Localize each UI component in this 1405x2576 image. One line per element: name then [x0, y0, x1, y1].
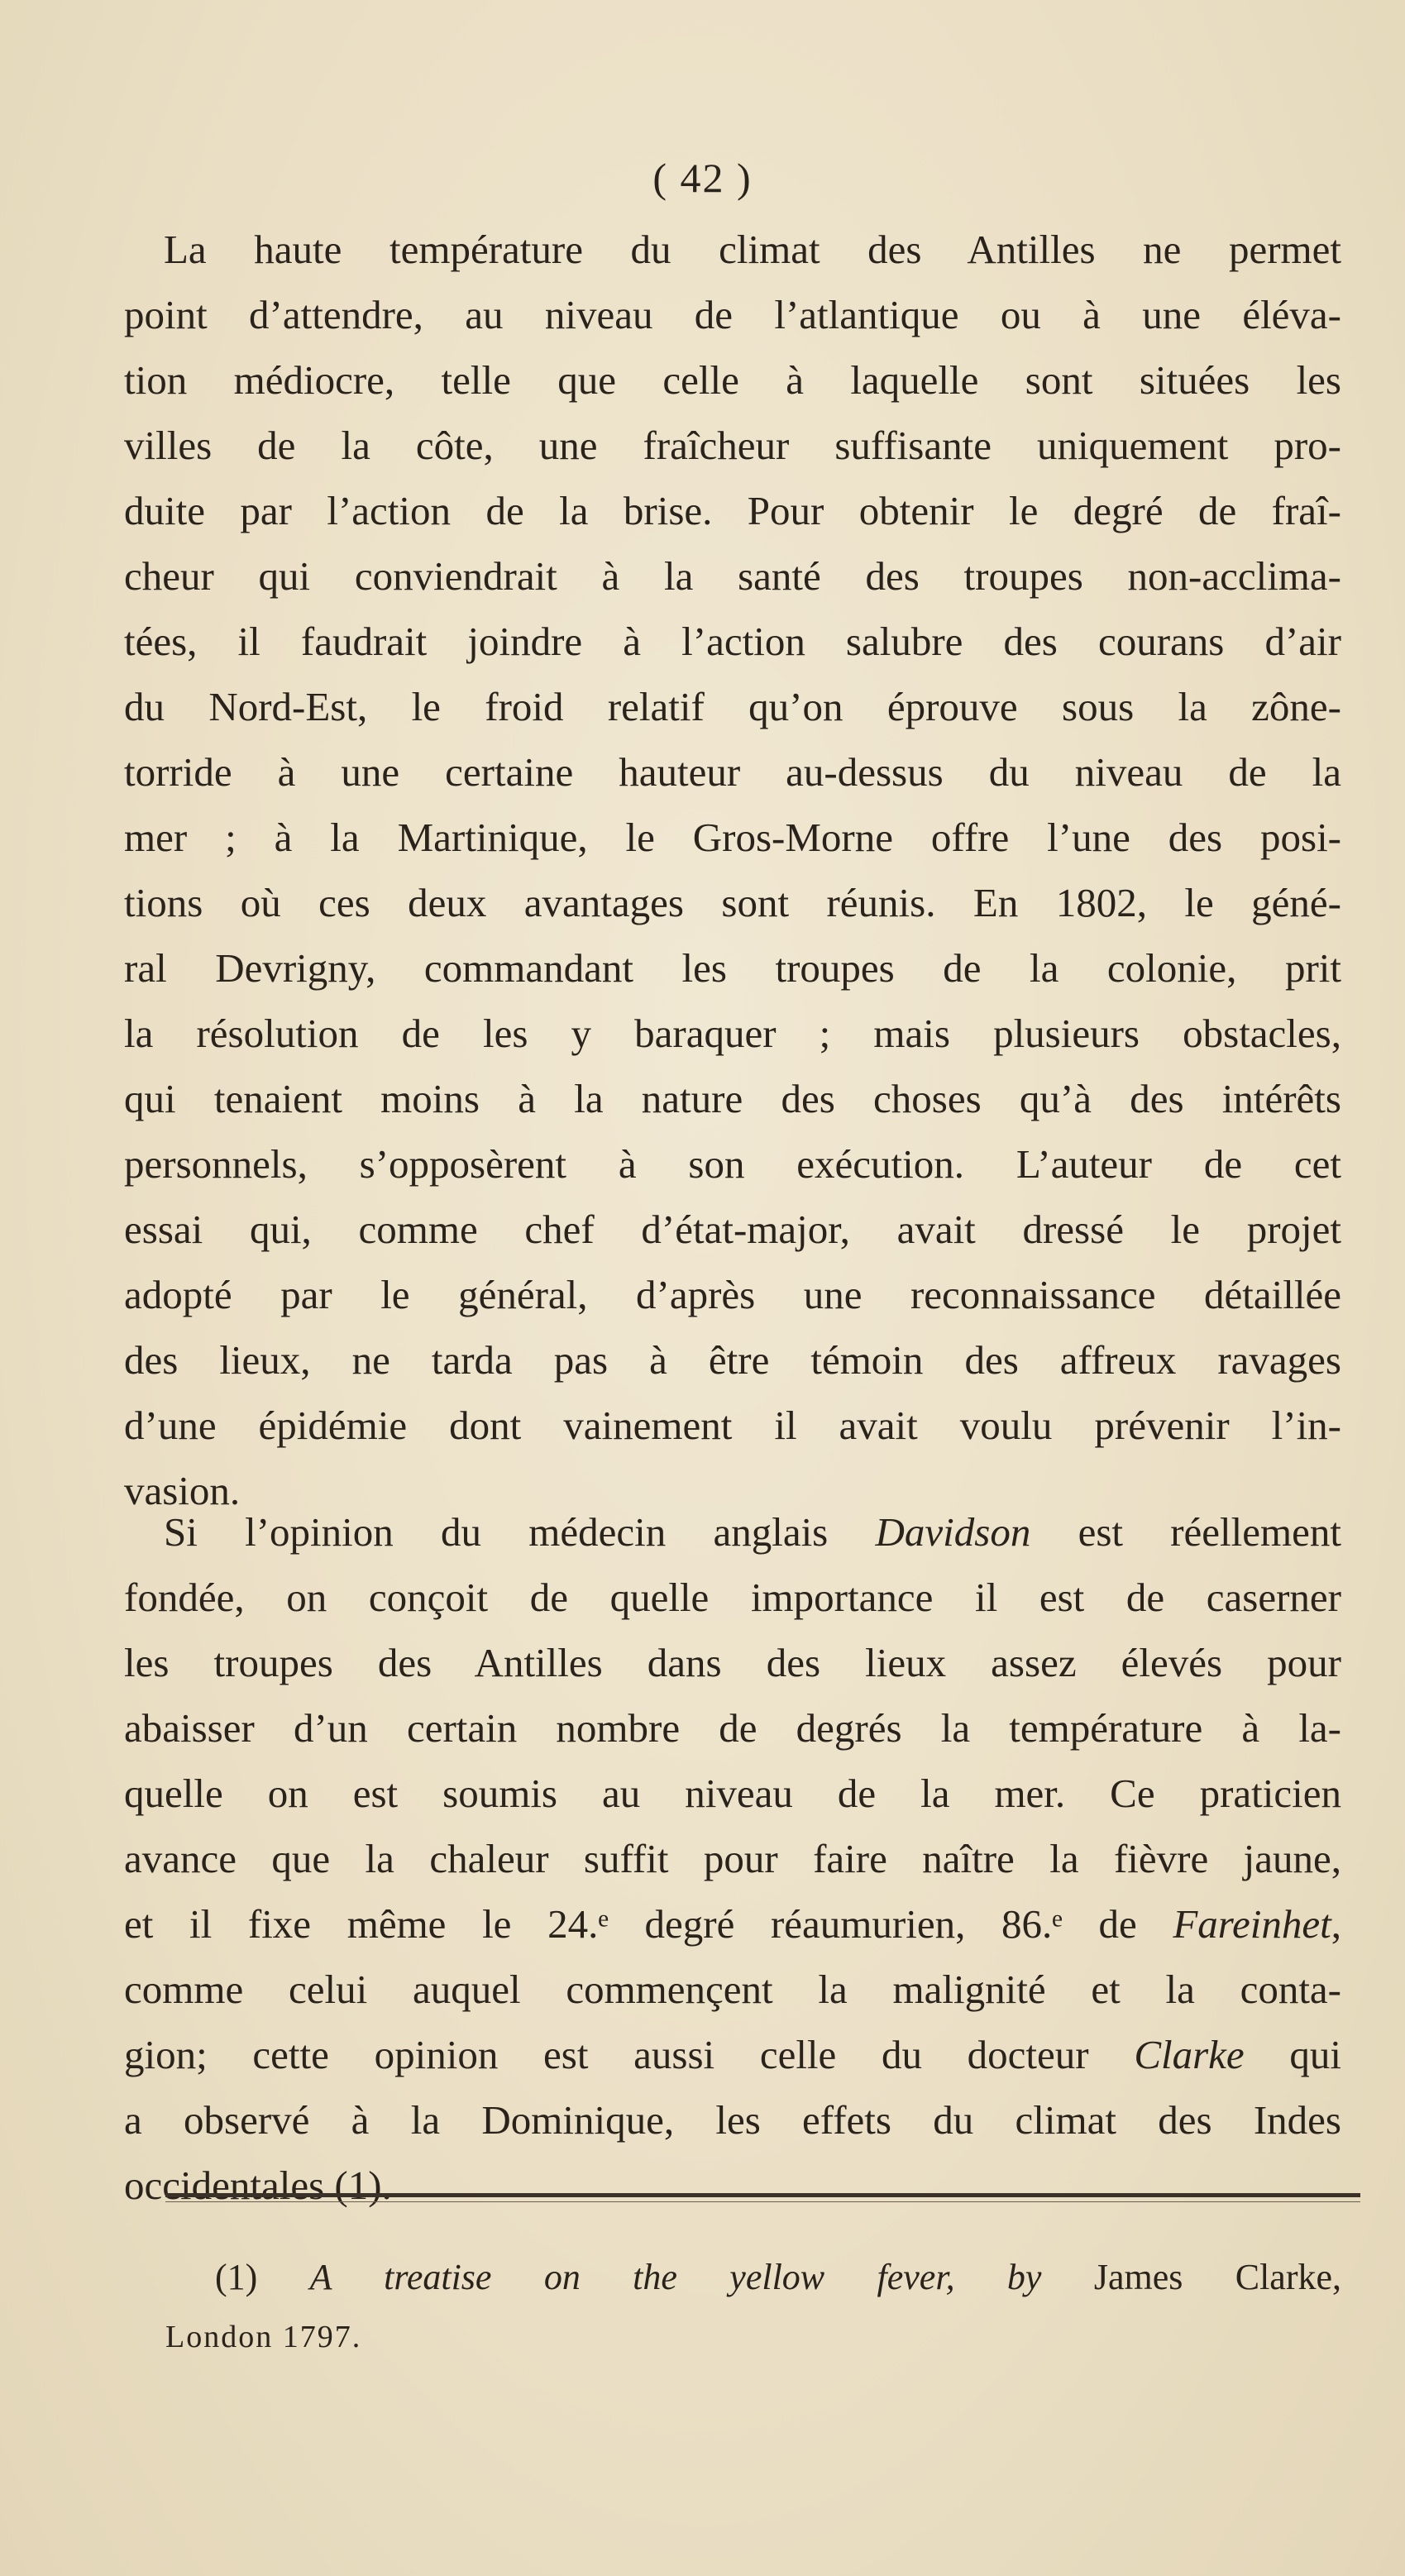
text-segment: est réellement: [1030, 1509, 1342, 1555]
text-line: tion médiocre, telle que celle à laquelle sont situées les: [124, 357, 1341, 403]
text-line: la résolution de les y baraquer ; mais plusieurs obstacles,: [124, 1011, 1341, 1056]
author-name-davidson: Davidson: [875, 1509, 1031, 1555]
text-line: tions où ces deux avantages sont réunis. En 1802, le géné-: [124, 880, 1341, 925]
text-line: a observé à la Dominique, les effets du climat des Indes: [124, 2097, 1341, 2143]
paragraph-2: [124, 1499, 1341, 2218]
paragraph-1: [124, 217, 1341, 1523]
text-line: des lieux, ne tarda pas à être témoin des affreux ravages: [124, 1337, 1341, 1383]
text-segment: ,: [1331, 1901, 1341, 1947]
footnote: [124, 2248, 1341, 2367]
text-line: essai qui, comme chef d’état-major, avait dressé le projet: [124, 1207, 1341, 1252]
text-line: point d’attendre, au niveau de l’atlantique ou à une éléva-: [124, 292, 1341, 337]
text-line: [124, 2022, 1341, 2087]
text-line: ral Devrigny, commandant les troupes de la colonie, prit: [124, 945, 1341, 991]
page-number: ( 42 ): [652, 155, 753, 201]
unit-name-fareinhet: Fareinhet: [1173, 1901, 1331, 1947]
text-segment: et il fixe même le 24.ᵉ degré réaumurien, 86.ᵉ de: [124, 1901, 1173, 1947]
footnote-line: London 1797.: [165, 2320, 362, 2354]
text-line: duite par l’action de la brise. Pour obtenir le degré de fraî-: [124, 488, 1341, 533]
text-line: [124, 1891, 1341, 1957]
text-line: abaisser d’un certain nombre de degrés la température à la-: [124, 1705, 1341, 1751]
text-segment: gion; cette opinion est aussi celle du docteur: [124, 2032, 1135, 2077]
text-line: cheur qui conviendrait à la santé des troupes non-acclima-: [124, 553, 1341, 599]
footnote-rule: [165, 2193, 1360, 2197]
text-line: mer ; à la Martinique, le Gros-Morne offre l’une des posi-: [124, 815, 1341, 860]
text-line: fondée, on conçoit de quelle importance il est de caserner: [124, 1575, 1341, 1620]
text-line: [124, 1499, 1341, 1565]
text-line: La haute température du climat des Antilles ne permet: [164, 227, 1341, 272]
text-line: tées, il faudrait joindre à l’action salubre des courans d’air: [124, 619, 1341, 664]
text-line: d’une épidémie dont vainement il avait voulu prévenir l’in-: [124, 1403, 1341, 1448]
footnote-author: James Clarke,: [1041, 2257, 1342, 2297]
author-name-clarke: Clarke: [1134, 2032, 1245, 2077]
text-line: vasion.: [124, 1468, 241, 1513]
text-line: avance que la chaleur suffit pour faire naître la fièvre jaune,: [124, 1836, 1341, 1881]
text-line: les troupes des Antilles dans des lieux assez élevés pour: [124, 1640, 1341, 1685]
text-line: comme celui auquel commençent la malignité et la conta-: [124, 1967, 1341, 2012]
text-line: personnels, s’opposèrent à son exécution. L’auteur de cet: [124, 1141, 1341, 1187]
text-line: occidentales (1).: [124, 2163, 392, 2208]
footnote-rule-thin: [165, 2201, 1360, 2202]
text-line: quelle on est soumis au niveau de la mer. Ce praticien: [124, 1771, 1341, 1816]
text-line: villes de la côte, une fraîcheur suffisante uniquement pro-: [124, 423, 1341, 468]
text-line: adopté par le général, d’après une reconnaissance détaillée: [124, 1272, 1341, 1317]
text-line: qui tenaient moins à la nature des choses qu’à des intérêts: [124, 1076, 1341, 1121]
text-line: torride à une certaine hauteur au-dessus du niveau de la: [124, 749, 1341, 795]
text-segment: Si l’opinion du médecin anglais: [164, 1509, 876, 1555]
text-line: du Nord-Est, le froid relatif qu’on éprouve sous la zône-: [124, 684, 1341, 729]
footnote-line: [124, 2248, 1341, 2307]
footnote-marker: (1): [215, 2257, 310, 2297]
text-segment: qui: [1244, 2032, 1341, 2077]
footnote-title: A treatise on the yellow fever, by: [309, 2257, 1042, 2297]
